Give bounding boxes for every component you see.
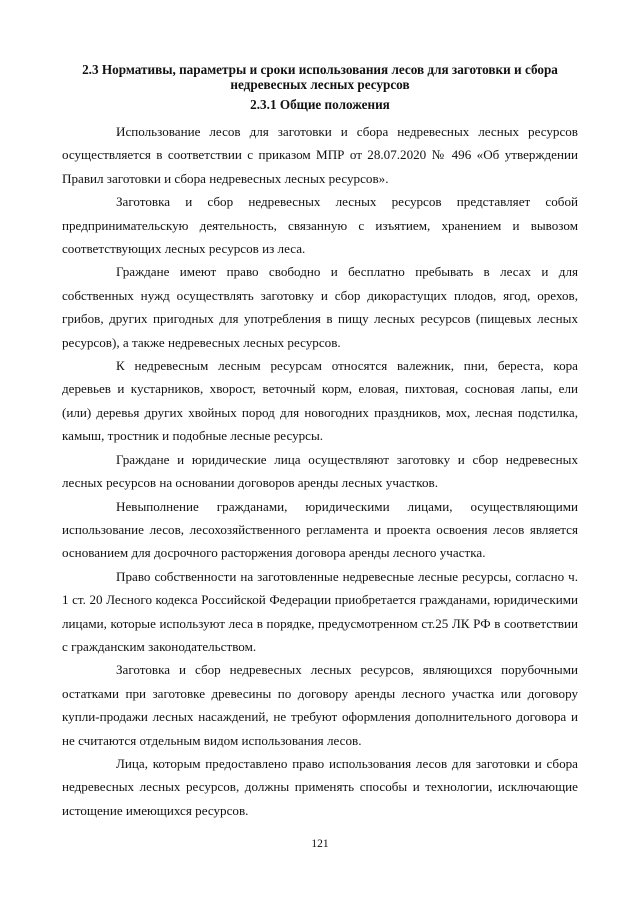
paragraph: Использование лесов для заготовки и сбора недревесных лесных ресурсов осуществляется в соответствии с приказом МПР от 28.07.2020 № 496 «Об утверждении Правил заготовки и сбора недревесных лесных ресурсов».: [62, 124, 578, 186]
page-number: 121: [311, 838, 329, 850]
paragraph: Невыполнение гражданами, юридическими лицами, осуществляющими использование лесов, лесохозяйственного регламента и проекта освоения лесов является основанием для досрочного расторжения договора аренды лесного участка.: [62, 498, 578, 561]
paragraph: Заготовка и сбор недревесных лесных ресурсов представляет собой предпринимательскую деятельность, связанную с изъятием, хранением и вывозом соответствующих лесных ресурсов из леса.: [62, 194, 578, 257]
paragraph: Граждане и юридические лица осуществляют заготовку и сбор недревесных лесных ресурсов на основании договоров аренды лесных участков.: [62, 451, 578, 491]
paragraph: Лица, которым предоставлено право использования лесов для заготовки и сбора недревесных лесных ресурсов, должны применять способы и технологии, исключающие истощение имеющихся ресурсов.: [62, 755, 578, 818]
paragraph: К недревесным лесным ресурсам относятся валежник, пни, береста, кора деревьев и кустарников, хворост, веточный корм, еловая, пихтовая, сосновая лапы, ели (или) деревья других хвойных пород для новогодних праздников, мох, лесная подстилка, камыш, тростник и подобные лесные ресурсы.: [62, 358, 578, 444]
document-body: [62, 120, 578, 822]
paragraph: Право собственности на заготовленные недревесные лесные ресурсы, согласно ч. 1 ст. 20 Лесного кодекса Российской Федерации приобретается гражданами, юридическими лицами, которые используют леса в порядке, предусмотренном ст.25 ЛК РФ в соответствии с гражданским законодательством.: [62, 568, 578, 654]
paragraph: Заготовка и сбор недревесных лесных ресурсов, являющихся порубочными остатками при заготовке древесины по договору аренды лесного участка или договору купли-продажи лесных насаждений, не требуют оформления дополнительного договора и не считаются отдельным видом использования лесов.: [62, 662, 578, 748]
paragraph: Граждане имеют право свободно и бесплатно пребывать в лесах и для собственных нужд осуществлять заготовку и сбор дикорастущих плодов, ягод, орехов, грибов, других пригодных для употребления в пищу лесных ресурсов (пищевых лесных ресурсов), а также недревесных лесных ресурсов.: [62, 264, 578, 350]
subsection-heading: 2.3.1 Общие положения: [250, 97, 390, 112]
section-heading: 2.3 Нормативы, параметры и сроки использования лесов для заготовки и сбора недревесных лесных ресурсов: [82, 62, 558, 92]
